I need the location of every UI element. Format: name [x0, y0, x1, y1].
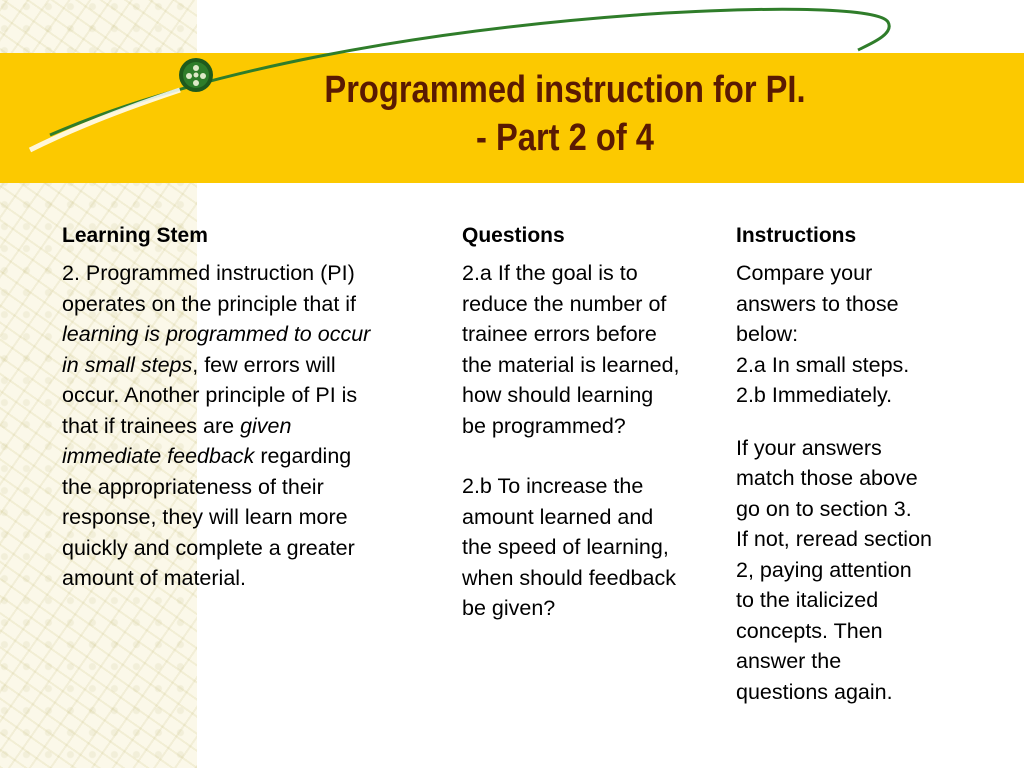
questions-column — [462, 222, 727, 624]
question-line: 2.a If the goal is to — [462, 261, 638, 285]
learning-stem-heading: Learning Stem — [62, 224, 208, 247]
question-line: the speed of learning, — [462, 535, 669, 559]
learning-stem-column — [62, 222, 447, 594]
swoosh-highlight — [30, 90, 180, 150]
instruction-line: If not, reread section — [736, 527, 932, 551]
stem-line-mixed: immediate feedback regarding — [62, 444, 352, 468]
paragraph-gap — [462, 441, 727, 471]
instruction-line: Compare your — [736, 261, 873, 285]
instruction-line: 2.a In small steps. — [736, 352, 910, 377]
stem-line: operates on the principle that if — [62, 291, 357, 316]
instructions-column — [736, 222, 991, 707]
paragraph-gap — [736, 411, 991, 433]
question-line: when should feedback — [462, 565, 676, 590]
instruction-line: questions again. — [736, 679, 893, 704]
instructions-heading: Instructions — [736, 224, 857, 247]
question-2b — [462, 471, 727, 624]
instructions-compare — [736, 258, 991, 411]
question-line: be given? — [462, 596, 556, 620]
stem-line: the appropriateness of their — [62, 474, 324, 499]
instruction-line: match those above — [736, 466, 918, 490]
question-line: 2.b To increase the — [462, 474, 644, 498]
instruction-line: to the italicized — [736, 588, 879, 612]
stem-line: amount of material. — [62, 566, 247, 590]
question-line: amount learned and — [462, 504, 654, 529]
stem-line: 2. Programmed instruction (PI) — [62, 261, 355, 285]
instruction-line: answers to those — [736, 291, 899, 316]
stem-line: quickly and complete a greater — [62, 535, 355, 560]
question-line: the material is learned, — [462, 352, 680, 377]
instruction-line: answer the — [736, 649, 842, 673]
instruction-line: 2, paying attention — [736, 557, 912, 582]
questions-heading: Questions — [462, 224, 565, 247]
stem-line-italic: learning is programmed to occur — [62, 322, 371, 346]
stem-line: occur. Another principle of PI is — [62, 383, 358, 407]
title-line-1: Programmed instruction for PI. — [324, 69, 806, 111]
question-line: reduce the number of — [462, 291, 667, 316]
slide-title — [251, 66, 879, 162]
question-line: trainee errors before — [462, 322, 657, 346]
question-2a — [462, 258, 727, 441]
instruction-line: If your answers — [736, 435, 882, 460]
stem-line: response, they will learn more — [62, 505, 348, 529]
bullet-ring-icon — [179, 58, 213, 92]
instructions-next-steps — [736, 433, 991, 708]
title-line-2: - Part 2 of 4 — [476, 117, 654, 159]
instruction-line: concepts. Then — [736, 618, 883, 643]
stem-line-mixed: in small steps, few errors will — [62, 352, 336, 377]
stem-line-mixed: that if trainees are given — [62, 413, 292, 438]
instruction-line: go on to section 3. — [736, 496, 912, 521]
instruction-line: 2.b Immediately. — [736, 383, 893, 407]
question-line: how should learning — [462, 383, 654, 407]
learning-stem-text — [62, 258, 447, 594]
question-line: be programmed? — [462, 413, 626, 438]
instruction-line: below: — [736, 322, 799, 346]
